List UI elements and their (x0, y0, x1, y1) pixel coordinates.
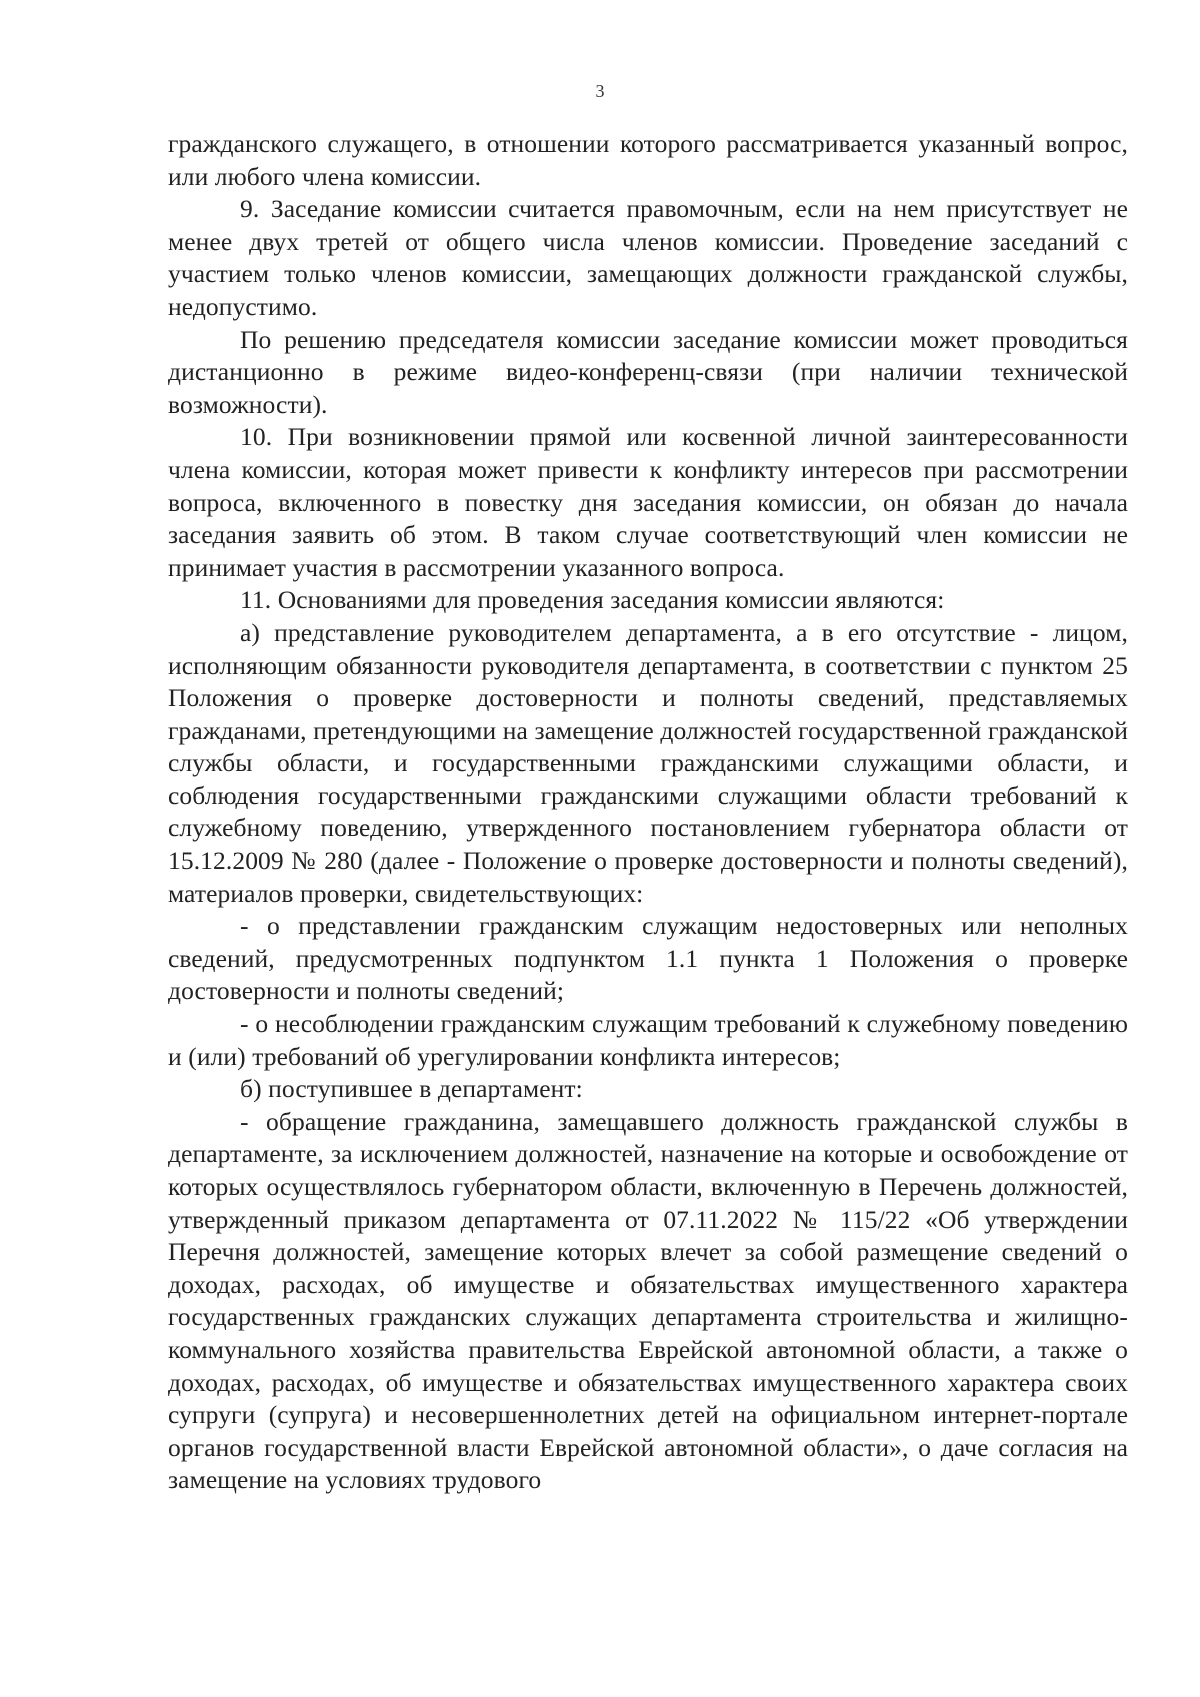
paragraph-bullet-unreliable-info: - о представлении гражданским служащим недостоверных или неполных сведений, предусмотренных подпунктом 1.1 пункта 1 Положения о проверке достоверности и полноты сведений; (168, 911, 1128, 1006)
document-body (168, 128, 1128, 1497)
paragraph-continuation: гражданского служащего, в отношении которого рассматривается указанный вопрос, или любого члена комиссии. (168, 129, 1128, 191)
paragraph-remote-session: По решению председателя комиссии заседание комиссии может проводиться дистанционно в режиме видео-конференц-связи (при наличии технической возможности). (168, 324, 1128, 419)
paragraph-bullet-noncompliance: - о несоблюдении гражданским служащим требований к служебному поведению и (или) требований об урегулировании конфликта интересов; (168, 1009, 1128, 1071)
paragraph-item-11: 11. Основаниями для проведения заседания комиссии являются: (240, 585, 945, 615)
paragraph-item-9: 9. Заседание комиссии считается правомочным, если на нем присутствует не менее двух третей от общего числа членов комиссии. Проведение заседаний с участием только членов комиссии, замещающих должности гражданской службы, недопустимо. (168, 194, 1128, 321)
page-number: 3 (595, 81, 605, 101)
paragraph-subitem-a: а) представление руководителем департамента, а в его отсутствие - лицом, исполняющим обязанности руководителя департамента, в соответствии с пунктом 25 Положения о проверке достоверности и полноты сведений, представляемых гражданами, претендующими на замещение должностей государственной гражданской службы области, и государственными гражданскими служащими области, и соблюдения государственными гражданскими служащими области требований к служебному поведению, утвержденного постановлением губернатора области от 15.12.2009 № 280 (далее - Положение о проверке достоверности и полноты сведений), материалов проверки, свидетельствующих: (168, 617, 1128, 908)
paragraph-subitem-b: б) поступившее в департамент: (240, 1074, 583, 1104)
paragraph-bullet-citizen-appeal: - обращение гражданина, замещавшего должность гражданской службы в департаменте, за исключением должностей, назначение на которые и освобождение от которых осуществлялось губернатором области, включенную в Перечень должностей, утвержденный приказом департамента от 07.11.2022 № 115/22 «Об утверждении Перечня должностей, замещение которых влечет за собой размещение сведений о доходах, расходах, об имуществе и обязательствах имущественного характера государственных гражданских служащих департамента строительства и жилищно-коммунального хозяйства правительства Еврейской автономной области, а также о доходах, расходах, об имуществе и обязательствах имущественного характера своих супруги (супруга) и несовершеннолетних детей на официальном интернет-портале органов государственной власти Еврейской автономной области», о даче согласия на замещение на условиях трудового (168, 1106, 1128, 1495)
paragraph-item-10: 10. При возникновении прямой или косвенной личной заинтересованности члена комиссии, которая может привести к конфликту интересов при рассмотрении вопроса, включенного в повестку дня заседания комиссии, он обязан до начала заседания заявить об этом. В таком случае соответствующий член комиссии не принимает участия в рассмотрении указанного вопроса. (168, 422, 1128, 582)
